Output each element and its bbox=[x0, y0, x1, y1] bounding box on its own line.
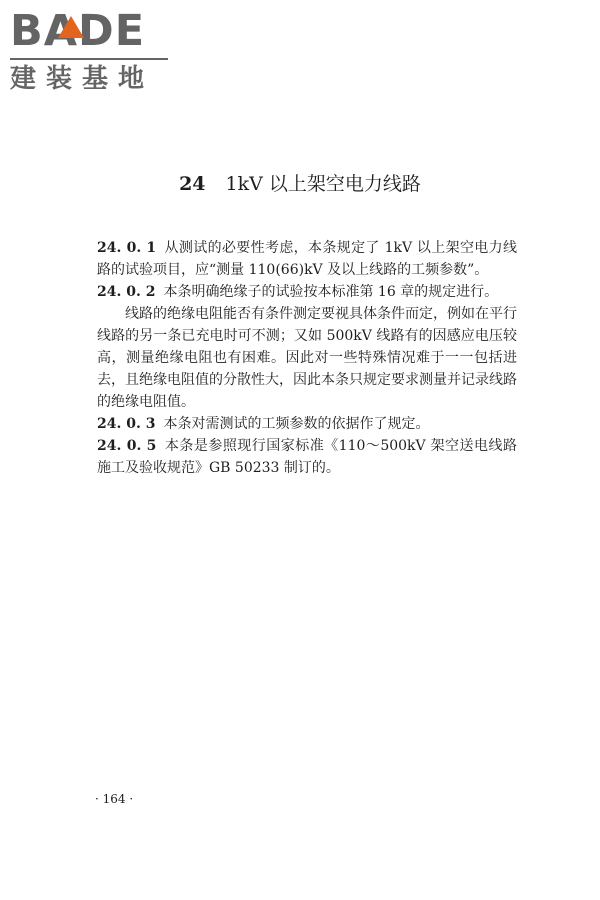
clause-24-0-2-continued bbox=[97, 303, 517, 413]
clause-text: 本条明确绝缘子的试验按本标准第 16 章的规定进行。 bbox=[163, 284, 499, 300]
page-number: · 164 · bbox=[95, 792, 134, 806]
clause-number: 24. 0. 5 bbox=[97, 438, 157, 454]
clause-24-0-5 bbox=[97, 435, 517, 479]
bade-logo bbox=[10, 8, 180, 98]
clause-number: 24. 0. 2 bbox=[97, 284, 156, 300]
chapter-number: 24 bbox=[179, 173, 206, 195]
clause-list bbox=[97, 237, 517, 479]
clause-text: 本条是参照现行国家标准《110～500kV 架空送电线路施工及验收规范》GB 50233 制订的。 bbox=[97, 438, 517, 476]
clause-text: 线路的绝缘电阻能否有条件测定要视具体条件而定，例如在平行线路的另一条已充电时可不测；又如 500kV 线路有的因感应电压较高，测量绝缘电阻也有困难。因此对一些特殊情况难于一一包括进去，且绝缘电阻值的分散性大，因此本条只规定要求测量并记录线路的绝缘电阻值。 bbox=[97, 306, 517, 410]
logo-subtitle: 建装基地 bbox=[10, 64, 155, 94]
logo-wordmark: BADE bbox=[10, 6, 146, 56]
clause-24-0-1 bbox=[97, 237, 517, 281]
logo-divider bbox=[10, 58, 168, 60]
logo-triangle-icon bbox=[58, 16, 84, 38]
chapter-heading bbox=[0, 170, 600, 198]
clause-text: 本条对需测试的工频参数的依据作了规定。 bbox=[163, 416, 430, 432]
clause-number: 24. 0. 1 bbox=[97, 240, 157, 256]
chapter-title-text: 1kV 以上架空电力线路 bbox=[225, 173, 421, 195]
clause-24-0-2 bbox=[97, 281, 517, 303]
clause-24-0-3 bbox=[97, 413, 517, 435]
clause-text: 从测试的必要性考虑，本条规定了 1kV 以上架空电力线路的试验项目，应“测量 110(66)kV 及以上线路的工频参数”。 bbox=[97, 240, 517, 278]
clause-number: 24. 0. 3 bbox=[97, 416, 156, 432]
